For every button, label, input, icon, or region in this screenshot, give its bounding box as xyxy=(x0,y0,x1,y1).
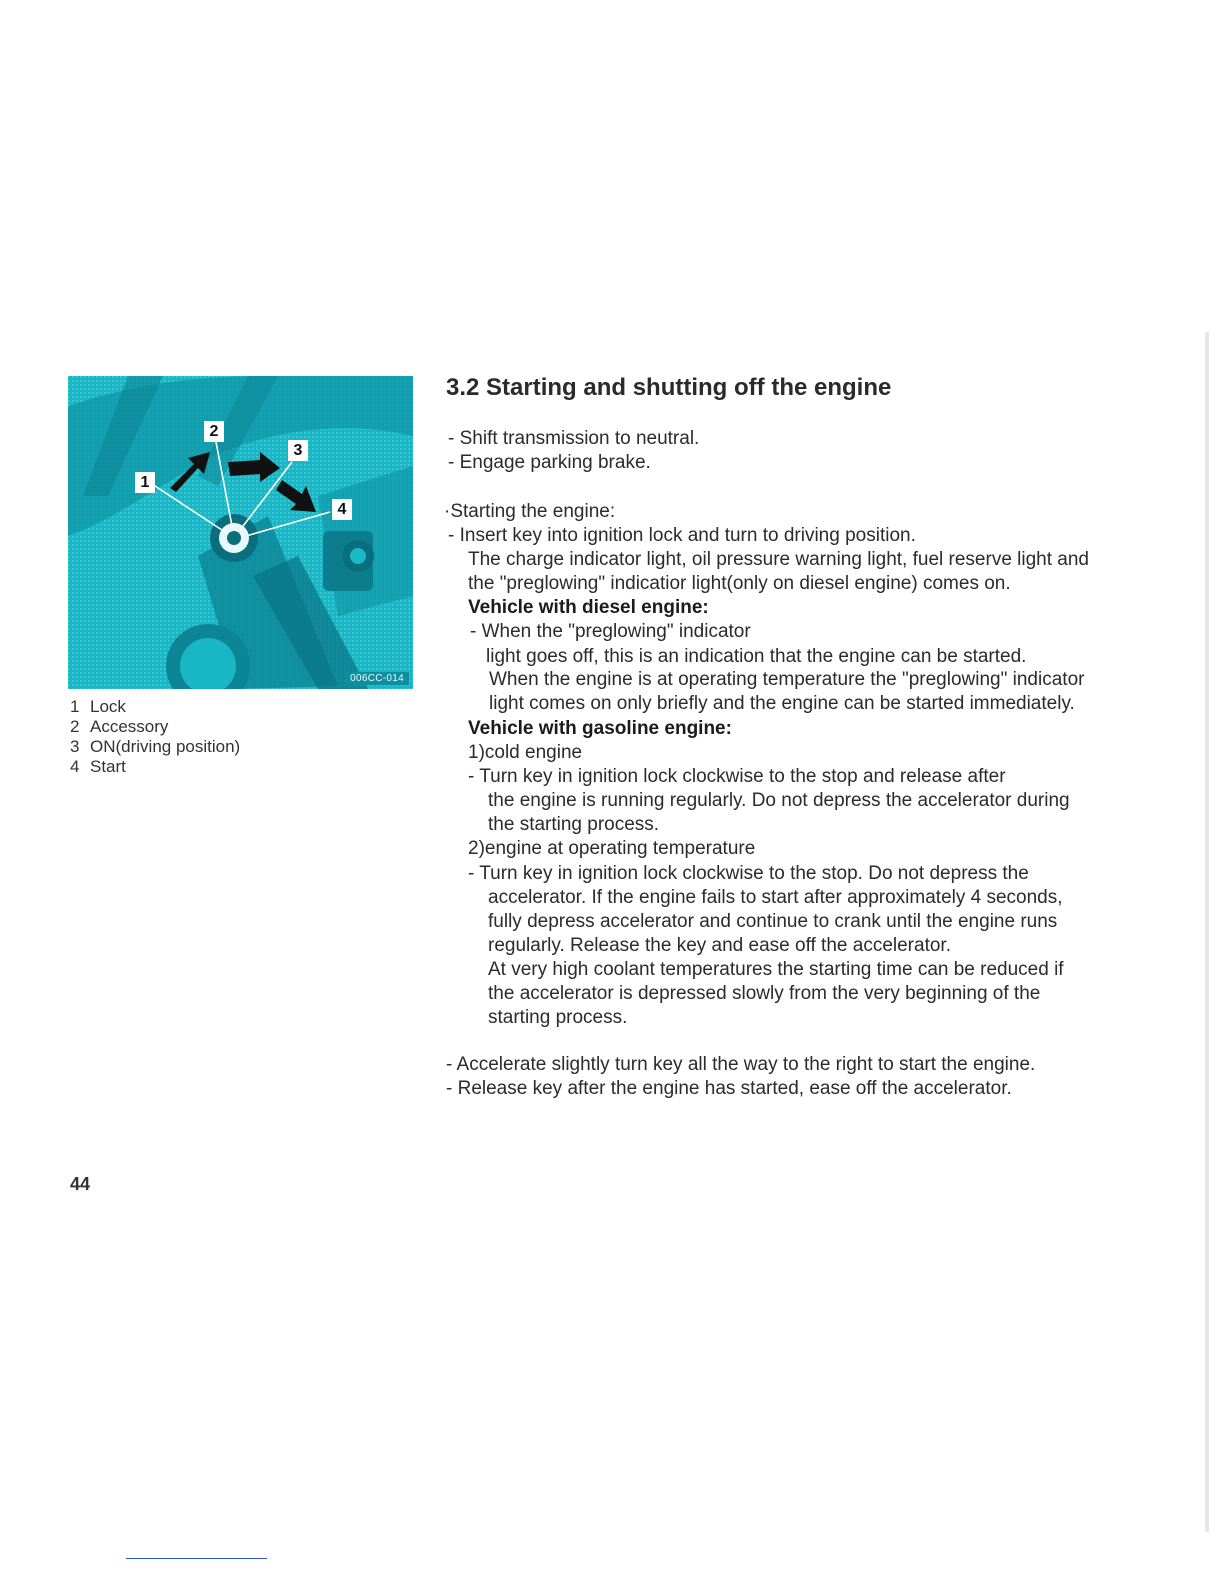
legend-number: 1 xyxy=(70,697,80,716)
cold-engine-line: - Turn key in ignition lock clockwise to the stop and release after xyxy=(468,766,1006,787)
operating-temp-label: 2)engine at operating temperature xyxy=(468,838,756,859)
diesel-line: light goes off, this is an indication that the engine can be started. xyxy=(486,646,1027,667)
legend-number: 2 xyxy=(70,717,80,736)
insert-key-line: - Insert key into ignition lock and turn to driving position. xyxy=(448,525,916,546)
figure-code: 006CC-014 xyxy=(345,672,409,685)
figure-label-4: 4 xyxy=(332,499,352,520)
ignition-lock-figure xyxy=(68,376,413,689)
operating-temp-line: - Turn key in ignition lock clockwise to the stop. Do not depress the xyxy=(468,863,1029,884)
cold-engine-line: the engine is running regularly. Do not depress the accelerator during xyxy=(488,790,1070,811)
bottom-rule xyxy=(126,1558,267,1559)
page-edge xyxy=(1205,332,1209,1532)
legend-text: ON(driving position) xyxy=(90,737,241,756)
diesel-line: - When the "preglowing" indicator xyxy=(470,621,751,642)
diesel-line: When the engine is at operating temperature the "preglowing" indicator xyxy=(489,669,1085,690)
operating-temp-line: regularly. Release the key and ease off the accelerator. xyxy=(488,935,951,956)
operating-temp-line: fully depress accelerator and continue to crank until the engine runs xyxy=(488,911,1058,932)
operating-temp-line: the accelerator is depressed slowly from the very beginning of the xyxy=(488,983,1041,1004)
figure-label-1: 1 xyxy=(135,472,155,493)
final-line: - Accelerate slightly turn key all the way to the right to start the engine. xyxy=(446,1054,1036,1075)
cold-engine-line: the starting process. xyxy=(488,814,660,835)
starting-label: ·Starting the engine: xyxy=(444,501,616,522)
operating-temp-line: accelerator. If the engine fails to start after approximately 4 seconds, xyxy=(488,887,1063,908)
diesel-heading: Vehicle with diesel engine: xyxy=(468,597,709,618)
gasoline-heading: Vehicle with gasoline engine: xyxy=(468,718,732,739)
legend-number: 3 xyxy=(70,737,80,756)
legend-text: Start xyxy=(90,757,126,776)
figure-legend xyxy=(70,697,370,777)
final-line: - Release key after the engine has started, ease off the accelerator. xyxy=(446,1078,1012,1099)
figure-label-3: 3 xyxy=(288,440,308,461)
legend-item xyxy=(70,697,370,717)
operating-temp-line: At very high coolant temperatures the starting time can be reduced if xyxy=(488,959,1064,980)
figure-label-2: 2 xyxy=(204,421,224,442)
charge-line: the "preglowing" indicatior light(only on diesel engine) comes on. xyxy=(468,573,1011,594)
page-number: 44 xyxy=(70,1174,91,1194)
section-heading: 3.2 Starting and shutting off the engine xyxy=(446,374,892,401)
charge-line: The charge indicator light, oil pressure warning light, fuel reserve light and xyxy=(468,549,1089,570)
operating-temp-line: starting process. xyxy=(488,1007,628,1028)
legend-text: Accessory xyxy=(90,717,169,736)
legend-item xyxy=(70,737,370,757)
intro-line: - Shift transmission to neutral. xyxy=(448,428,700,449)
legend-text: Lock xyxy=(90,697,126,716)
legend-item xyxy=(70,757,370,777)
intro-line: - Engage parking brake. xyxy=(448,452,651,473)
diesel-line: light comes on only briefly and the engine can be started immediately. xyxy=(489,693,1075,714)
legend-item xyxy=(70,717,370,737)
legend-number: 4 xyxy=(70,757,80,776)
cold-engine-label: 1)cold engine xyxy=(468,742,583,763)
ignition-illustration xyxy=(68,376,413,689)
